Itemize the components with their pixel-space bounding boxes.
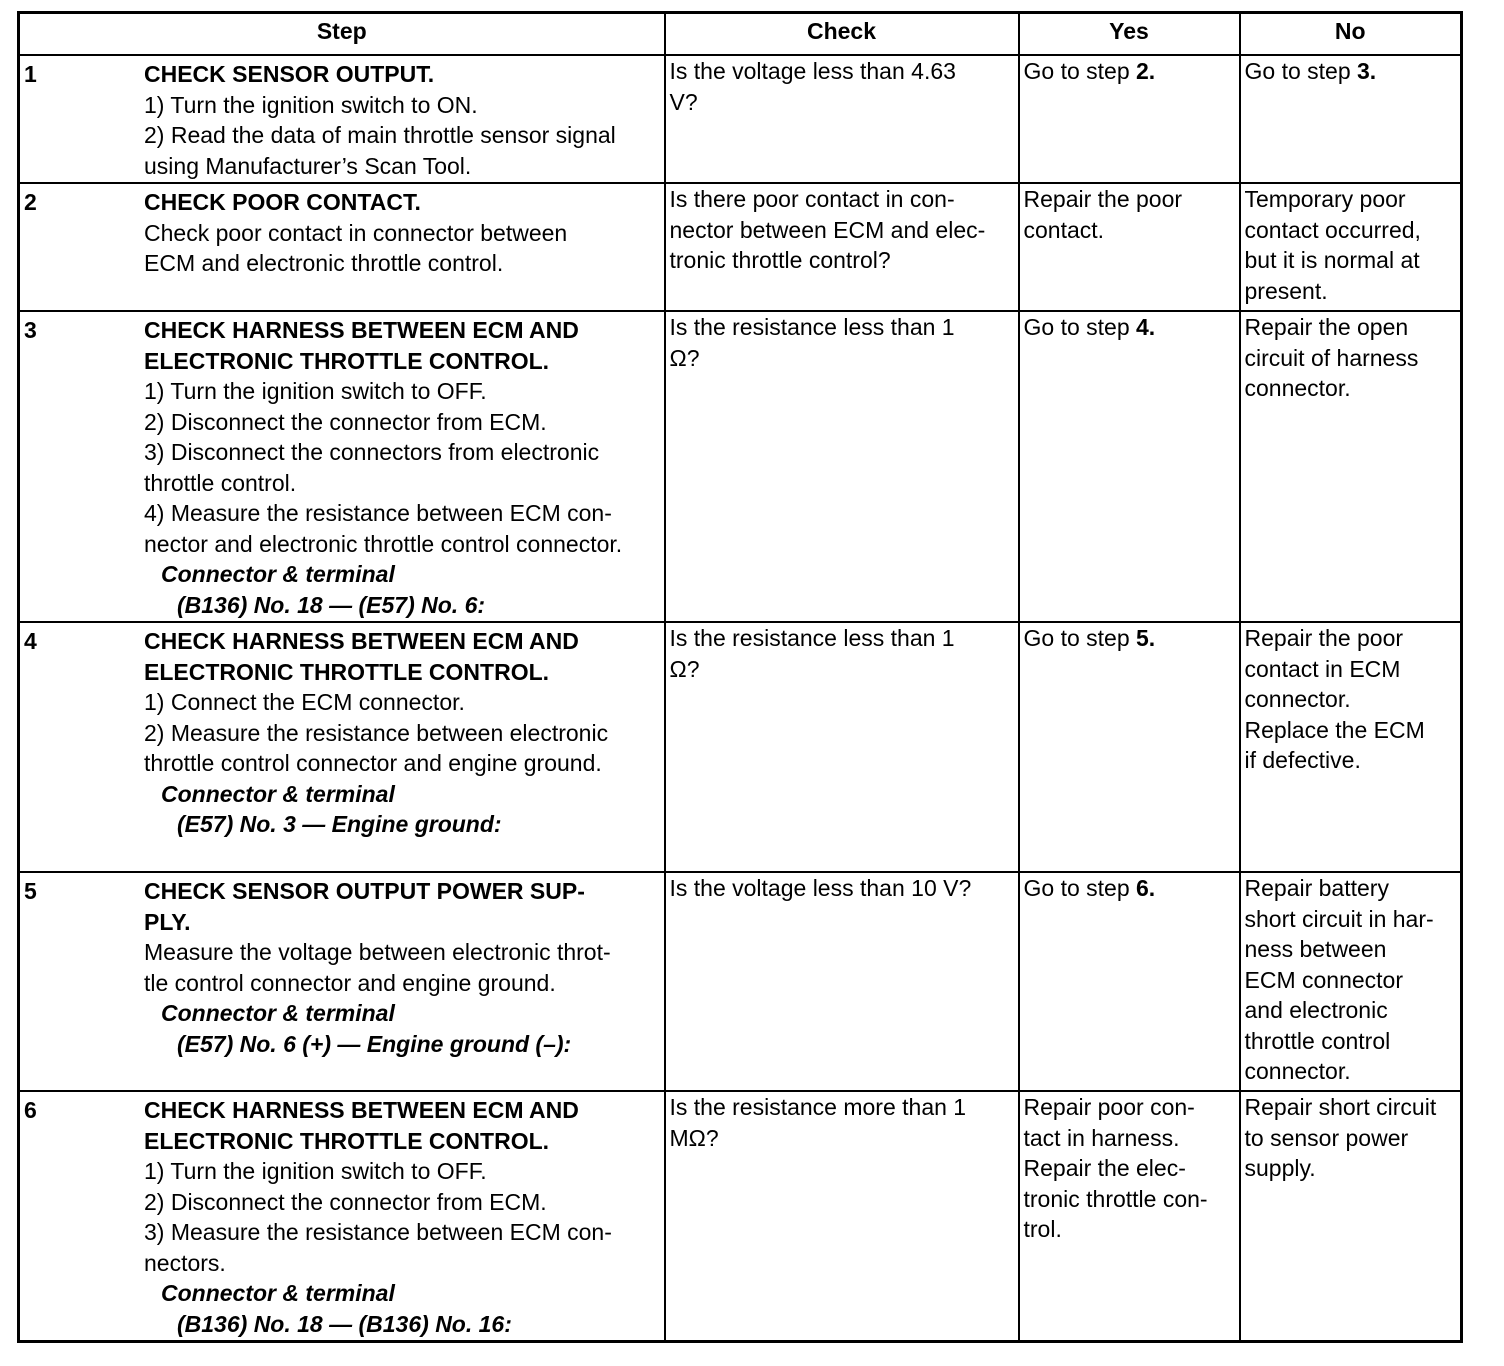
- yes-goto: [1024, 56, 1236, 87]
- step-description: [144, 623, 608, 840]
- no-text: Repair the open: [1244, 314, 1409, 340]
- step-instruction: 4) Measure the resistance between ECM con-: [144, 500, 612, 526]
- yes-text: contact.: [1023, 216, 1105, 243]
- no-cell: [1240, 1091, 1462, 1341]
- step-description: [144, 873, 611, 1059]
- table-row: [19, 55, 1462, 183]
- no-goto-step: 3.: [1357, 58, 1377, 84]
- yes-text: Repair the elec-: [1023, 1155, 1186, 1181]
- step-instruction: Check poor contact in connector between: [144, 219, 568, 246]
- spec-label: Connector & terminal: [161, 1280, 395, 1306]
- step-instruction: tle control connector and engine ground.: [144, 969, 556, 996]
- step-instruction: 3) Disconnect the connectors from electronic: [144, 439, 600, 465]
- no-cell: [1240, 183, 1462, 311]
- step-description: [144, 184, 567, 279]
- yes-goto: [1024, 623, 1236, 654]
- yes-goto-step: 6.: [1136, 875, 1156, 901]
- check-cell: [665, 183, 1019, 311]
- step-cell: [19, 622, 665, 872]
- step-title: CHECK HARNESS BETWEEN ECM AND: [144, 628, 579, 654]
- step-instruction: using Manufacturer’s Scan Tool.: [144, 152, 472, 179]
- table-row: [19, 1091, 1462, 1341]
- no-text: Temporary poor: [1244, 186, 1406, 212]
- step-number: 6: [24, 1097, 37, 1123]
- header-no: No: [1240, 13, 1462, 56]
- step-instruction: 1) Turn the ignition switch to ON.: [144, 91, 478, 118]
- table-body: [19, 55, 1462, 1341]
- yes-text: Repair the poor: [1023, 186, 1183, 212]
- step-instruction: 2) Measure the resistance between electronic: [144, 719, 609, 746]
- check-cell: [665, 622, 1019, 872]
- step-description: [144, 312, 622, 620]
- step-title: CHECK HARNESS BETWEEN ECM AND: [144, 317, 579, 343]
- step-title: CHECK SENSOR OUTPUT POWER SUP-: [144, 878, 585, 904]
- no-text: but it is normal at: [1244, 247, 1420, 273]
- no-text: ECM connector: [1244, 966, 1404, 993]
- no-text: contact in ECM: [1244, 655, 1401, 682]
- step-title: CHECK SENSOR OUTPUT.: [144, 61, 435, 87]
- step-instruction: 2) Read the data of main throttle sensor signal: [144, 122, 616, 148]
- no-goto-prefix: Go to step: [1244, 58, 1358, 84]
- step-instruction: Measure the voltage between electronic throt-: [144, 939, 611, 965]
- table-row: [19, 183, 1462, 311]
- no-goto: [1245, 56, 1458, 87]
- check-cell: [665, 311, 1019, 622]
- check-text: nector between ECM and elec-: [669, 216, 986, 243]
- spec-value: (B136) No. 18 — (B136) No. 16:: [177, 1310, 512, 1337]
- no-cell: [1240, 872, 1462, 1091]
- no-text: connector.: [1244, 375, 1351, 401]
- step-instruction: ECM and electronic throttle control.: [144, 250, 504, 276]
- yes-goto-step: 2.: [1136, 58, 1156, 84]
- no-text: contact occurred,: [1244, 216, 1421, 243]
- step-description: [144, 56, 616, 181]
- step-instruction: 3) Measure the resistance between ECM con-: [144, 1219, 612, 1245]
- spec-value: (B136) No. 18 — (E57) No. 6:: [177, 591, 486, 618]
- check-text: Is the resistance less than 1: [669, 314, 955, 340]
- check-text: Is the resistance more than 1: [669, 1094, 967, 1120]
- yes-goto: [1024, 873, 1236, 904]
- yes-text: tact in harness.: [1023, 1124, 1180, 1151]
- no-text: Repair battery: [1244, 875, 1389, 901]
- yes-cell: [1019, 872, 1240, 1091]
- header-row: [19, 13, 1462, 56]
- check-text: V?: [669, 88, 698, 115]
- check-text: Is there poor contact in con-: [669, 186, 955, 212]
- step-instruction: 1) Turn the ignition switch to OFF.: [144, 1158, 487, 1184]
- no-text: connector.: [1244, 686, 1351, 712]
- yes-text: tronic throttle con-: [1023, 1185, 1208, 1212]
- yes-text: trol.: [1023, 1216, 1062, 1242]
- yes-goto-prefix: Go to step: [1023, 625, 1137, 651]
- step-instruction: 2) Disconnect the connector from ECM.: [144, 408, 547, 435]
- table-row: [19, 872, 1462, 1091]
- yes-cell: [1019, 622, 1240, 872]
- check-cell: [665, 55, 1019, 183]
- no-cell: [1240, 55, 1462, 183]
- step-cell: [19, 1091, 665, 1341]
- spec-value: (E57) No. 3 — Engine ground:: [177, 811, 502, 837]
- check-text: Is the voltage less than 10 V?: [669, 875, 972, 901]
- step-title: CHECK POOR CONTACT.: [144, 189, 421, 215]
- step-instruction: 2) Disconnect the connector from ECM.: [144, 1188, 547, 1215]
- no-text: to sensor power: [1244, 1124, 1409, 1151]
- header-yes: Yes: [1019, 13, 1240, 56]
- step-title: ELECTRONIC THROTTLE CONTROL.: [144, 658, 550, 685]
- no-text: supply.: [1244, 1155, 1316, 1181]
- step-number: 4: [24, 628, 37, 654]
- step-instruction: 1) Turn the ignition switch to OFF.: [144, 378, 487, 404]
- no-text: throttle control: [1244, 1027, 1391, 1054]
- no-text: Repair short circuit: [1244, 1094, 1437, 1120]
- step-title: ELECTRONIC THROTTLE CONTROL.: [144, 347, 550, 374]
- yes-cell: [1019, 55, 1240, 183]
- yes-text: Repair poor con-: [1023, 1094, 1195, 1120]
- check-text: Is the voltage less than 4.63: [669, 58, 956, 84]
- check-text: Ω?: [669, 655, 700, 682]
- spec-label: Connector & terminal: [161, 561, 395, 587]
- no-text: Repair the poor: [1244, 625, 1404, 651]
- step-title: CHECK HARNESS BETWEEN ECM AND: [144, 1097, 579, 1123]
- yes-goto-prefix: Go to step: [1023, 58, 1137, 84]
- check-text: Ω?: [669, 344, 700, 371]
- check-text: tronic throttle control?: [669, 247, 891, 273]
- step-cell: [19, 183, 665, 311]
- no-cell: [1240, 622, 1462, 872]
- yes-goto: [1024, 312, 1236, 343]
- step-number: 5: [24, 878, 37, 904]
- spec-label: Connector & terminal: [161, 1000, 395, 1026]
- step-number: 1: [24, 61, 37, 87]
- step-instruction: nectors.: [144, 1249, 226, 1276]
- step-instruction: nector and electronic throttle control connector.: [144, 530, 623, 557]
- no-text: connector.: [1244, 1058, 1351, 1084]
- yes-cell: [1019, 1091, 1240, 1341]
- no-cell: [1240, 311, 1462, 622]
- step-cell: [19, 872, 665, 1091]
- no-text: circuit of harness: [1244, 344, 1419, 371]
- step-instruction: 1) Connect the ECM connector.: [144, 689, 465, 715]
- no-text: Replace the ECM: [1244, 716, 1425, 743]
- step-title: PLY.: [144, 908, 191, 935]
- yes-cell: [1019, 183, 1240, 311]
- check-cell: [665, 872, 1019, 1091]
- no-text: short circuit in har-: [1244, 905, 1434, 932]
- header-step: Step: [19, 13, 665, 56]
- table-row: [19, 311, 1462, 622]
- check-text: MΩ?: [669, 1124, 719, 1151]
- step-instruction: throttle control.: [144, 469, 297, 496]
- diagnostic-table: [17, 11, 1463, 1343]
- step-number: 2: [24, 189, 37, 215]
- check-text: Is the resistance less than 1: [669, 625, 955, 651]
- no-text: and electronic: [1244, 997, 1388, 1023]
- header-check: Check: [665, 13, 1019, 56]
- no-text: present.: [1244, 277, 1328, 304]
- no-text: ness between: [1244, 936, 1387, 962]
- step-number: 3: [24, 317, 37, 343]
- table-row: [19, 622, 1462, 872]
- step-instruction: throttle control connector and engine ground.: [144, 750, 602, 776]
- check-cell: [665, 1091, 1019, 1341]
- step-cell: [19, 55, 665, 183]
- yes-goto-step: 4.: [1136, 314, 1156, 340]
- step-title: ELECTRONIC THROTTLE CONTROL.: [144, 1127, 550, 1154]
- spec-value: (E57) No. 6 (+) — Engine ground (–):: [177, 1030, 572, 1057]
- no-text: if defective.: [1244, 747, 1361, 773]
- spec-label: Connector & terminal: [161, 780, 395, 807]
- step-cell: [19, 311, 665, 622]
- yes-goto-prefix: Go to step: [1023, 875, 1137, 901]
- yes-goto-step: 5.: [1136, 625, 1156, 651]
- yes-goto-prefix: Go to step: [1023, 314, 1137, 340]
- step-description: [144, 1092, 612, 1339]
- yes-cell: [1019, 311, 1240, 622]
